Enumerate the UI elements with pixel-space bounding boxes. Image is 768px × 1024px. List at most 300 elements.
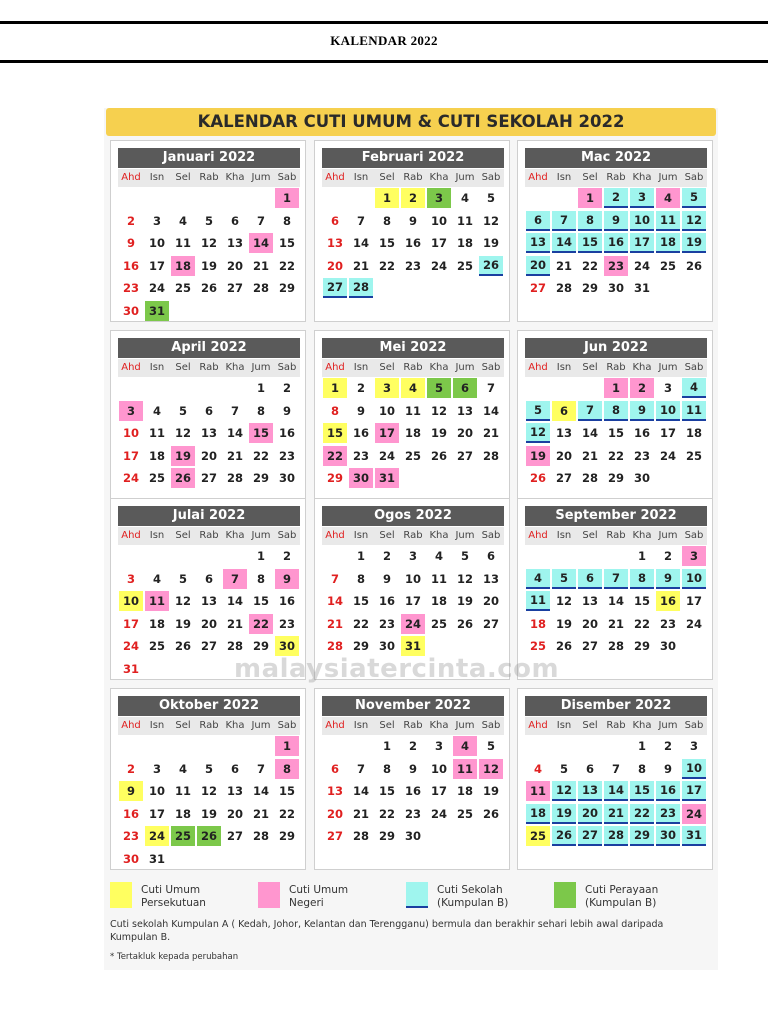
day-cell: 18 bbox=[174, 806, 191, 821]
weekday-label: Sel bbox=[170, 359, 196, 377]
weekday-label: Sab bbox=[681, 527, 707, 545]
day-cell: 8 bbox=[330, 403, 339, 418]
day-cell: 13 bbox=[326, 784, 343, 798]
day-cell: 12 bbox=[526, 423, 550, 443]
day-cell: 21 bbox=[326, 616, 343, 631]
legend-label-school: Cuti Sekolah (Kumpulan B) bbox=[437, 884, 509, 909]
day-cell: 21 bbox=[252, 258, 269, 273]
day-cell: 4 bbox=[152, 571, 161, 586]
weekday-label: Isn bbox=[144, 527, 170, 545]
day-cell: 10 bbox=[148, 236, 165, 250]
day-cell: 23 bbox=[404, 806, 421, 821]
day-cell: 21 bbox=[607, 616, 624, 631]
day-cell: 17 bbox=[148, 258, 165, 273]
day-cell: 23 bbox=[278, 448, 295, 463]
day-cell: 22 bbox=[633, 616, 650, 631]
day-cell: 3 bbox=[408, 549, 417, 563]
month-header: Julai 2022 bbox=[118, 506, 300, 526]
day-cell: 8 bbox=[256, 571, 265, 586]
day-cell: 21 bbox=[226, 616, 243, 631]
day-cell: 1 bbox=[275, 736, 299, 756]
day-cell: 3 bbox=[152, 213, 161, 228]
day-cell: 7 bbox=[578, 401, 602, 421]
weekday-label: Sel bbox=[577, 169, 603, 187]
weekday-label: Ahd bbox=[322, 169, 348, 187]
weekday-label: Kha bbox=[629, 359, 655, 377]
day-cell: 1 bbox=[275, 188, 299, 208]
day-cell: 19 bbox=[174, 616, 191, 631]
day-cell: 8 bbox=[282, 213, 291, 228]
weekday-label: Rab bbox=[603, 169, 629, 187]
month-panel bbox=[110, 498, 306, 680]
day-cell: 28 bbox=[326, 639, 343, 653]
day-cell: 15 bbox=[278, 236, 295, 250]
day-cell: 16 bbox=[378, 594, 395, 608]
day-cell: 18 bbox=[685, 426, 702, 440]
day-cell: 9 bbox=[282, 403, 291, 418]
day-cell: 4 bbox=[533, 761, 542, 776]
day-cell: 18 bbox=[148, 448, 165, 463]
day-cell: 22 bbox=[630, 804, 654, 824]
day-cell: 9 bbox=[275, 569, 299, 589]
day-cell: 18 bbox=[529, 616, 546, 631]
day-cell: 28 bbox=[226, 471, 243, 485]
day-cell: 25 bbox=[174, 281, 191, 295]
day-cell: 20 bbox=[482, 594, 499, 608]
day-cell: 31 bbox=[633, 281, 650, 295]
day-cell: 20 bbox=[526, 256, 550, 276]
month-header: Disember 2022 bbox=[525, 696, 707, 716]
day-cell: 27 bbox=[581, 639, 598, 653]
day-cell: 1 bbox=[382, 739, 391, 753]
day-cell: 27 bbox=[323, 278, 347, 298]
day-cell: 23 bbox=[278, 616, 295, 631]
day-cell: 15 bbox=[249, 423, 273, 443]
day-cell: 14 bbox=[352, 236, 369, 250]
day-cell: 16 bbox=[352, 426, 369, 440]
day-cell: 4 bbox=[434, 549, 443, 563]
day-cell: 9 bbox=[656, 569, 680, 589]
weekday-label: Rab bbox=[400, 359, 426, 377]
weekday-label: Ahd bbox=[118, 169, 144, 187]
day-cell: 12 bbox=[430, 403, 447, 418]
weekday-label: Jum bbox=[248, 527, 274, 545]
day-cell: 26 bbox=[685, 258, 702, 273]
day-cell: 9 bbox=[663, 761, 672, 776]
month-panel bbox=[517, 140, 713, 322]
day-cell: 25 bbox=[148, 471, 165, 485]
day-cell: 12 bbox=[682, 211, 706, 231]
weekday-label: Jum bbox=[452, 169, 478, 187]
day-cell: 26 bbox=[529, 471, 546, 485]
day-cell: 2 bbox=[126, 761, 135, 776]
month-panel bbox=[517, 330, 713, 512]
day-cell: 2 bbox=[356, 381, 365, 395]
day-cell: 10 bbox=[682, 569, 706, 589]
weekday-label: Kha bbox=[629, 169, 655, 187]
day-cell: 8 bbox=[604, 401, 628, 421]
day-cell: 22 bbox=[352, 616, 369, 631]
weekday-label: Sel bbox=[577, 717, 603, 735]
day-cell: 16 bbox=[278, 594, 295, 608]
day-cell: 8 bbox=[382, 213, 391, 228]
day-cell: 26 bbox=[555, 639, 572, 653]
legend-swatch-festive bbox=[554, 882, 576, 908]
day-cell: 14 bbox=[607, 594, 624, 608]
day-cell: 4 bbox=[656, 188, 680, 208]
weekday-label: Sab bbox=[681, 169, 707, 187]
day-cell: 17 bbox=[685, 594, 702, 608]
day-cell: 27 bbox=[226, 829, 243, 843]
day-cell: 2 bbox=[408, 739, 417, 753]
disclaimer-note: * Tertakluk kepada perubahan bbox=[110, 952, 239, 962]
weekday-label: Sel bbox=[170, 527, 196, 545]
day-cell: 5 bbox=[178, 571, 187, 586]
day-cell: 9 bbox=[630, 401, 654, 421]
day-cell: 28 bbox=[352, 829, 369, 843]
day-cell: 25 bbox=[685, 448, 702, 463]
day-cell: 12 bbox=[174, 594, 191, 608]
day-cell: 12 bbox=[482, 213, 499, 228]
day-cell: 25 bbox=[148, 639, 165, 653]
weekday-label: Rab bbox=[196, 169, 222, 187]
day-cell: 11 bbox=[656, 211, 680, 231]
day-cell: 8 bbox=[637, 761, 646, 776]
day-cell: 6 bbox=[330, 761, 339, 776]
month-header: Januari 2022 bbox=[118, 148, 300, 168]
day-cell: 9 bbox=[604, 211, 628, 231]
day-cell: 24 bbox=[378, 448, 395, 463]
weekday-label: Jum bbox=[655, 359, 681, 377]
weekday-label: Sab bbox=[478, 169, 504, 187]
month-header: Februari 2022 bbox=[322, 148, 504, 168]
day-cell: 2 bbox=[282, 381, 291, 395]
day-cell: 13 bbox=[581, 594, 598, 608]
weekday-label: Ahd bbox=[118, 717, 144, 735]
day-cell: 14 bbox=[249, 233, 273, 253]
day-cell: 18 bbox=[456, 784, 473, 798]
weekday-label: Rab bbox=[400, 527, 426, 545]
day-cell: 5 bbox=[559, 761, 568, 776]
weekday-label: Ahd bbox=[118, 527, 144, 545]
legend-label-state: Cuti Umum Negeri bbox=[289, 884, 349, 909]
day-cell: 29 bbox=[378, 829, 395, 843]
month-header: November 2022 bbox=[322, 696, 504, 716]
weekday-label: Rab bbox=[400, 169, 426, 187]
day-cell: 13 bbox=[200, 594, 217, 608]
day-cell: 19 bbox=[552, 804, 576, 824]
weekday-label: Jum bbox=[248, 169, 274, 187]
day-cell: 11 bbox=[145, 591, 169, 611]
weekday-label: Sab bbox=[478, 359, 504, 377]
day-cell: 17 bbox=[682, 781, 706, 801]
day-cell: 13 bbox=[456, 403, 473, 418]
day-cell: 27 bbox=[200, 639, 217, 653]
day-cell: 7 bbox=[256, 213, 265, 228]
day-cell: 30 bbox=[633, 471, 650, 485]
day-cell: 19 bbox=[526, 446, 550, 466]
weekday-label: Sab bbox=[681, 359, 707, 377]
day-cell: 8 bbox=[356, 571, 365, 586]
day-cell: 21 bbox=[604, 804, 628, 824]
day-cell: 14 bbox=[482, 403, 499, 418]
day-cell: 30 bbox=[275, 636, 299, 656]
day-cell: 10 bbox=[404, 571, 421, 586]
day-cell: 23 bbox=[122, 281, 139, 295]
day-cell: 17 bbox=[659, 426, 676, 440]
day-cell: 18 bbox=[526, 804, 550, 824]
day-cell: 16 bbox=[404, 236, 421, 250]
month-panel bbox=[110, 330, 306, 512]
day-cell: 18 bbox=[430, 594, 447, 608]
day-cell: 15 bbox=[378, 236, 395, 250]
day-cell: 24 bbox=[659, 448, 676, 463]
day-cell: 15 bbox=[378, 784, 395, 798]
day-cell: 29 bbox=[607, 471, 624, 485]
day-cell: 9 bbox=[126, 236, 135, 250]
day-cell: 17 bbox=[122, 616, 139, 631]
day-cell: 11 bbox=[148, 426, 165, 440]
day-cell: 26 bbox=[430, 448, 447, 463]
day-cell: 12 bbox=[555, 594, 572, 608]
day-cell: 13 bbox=[526, 233, 550, 253]
day-cell: 20 bbox=[326, 258, 343, 273]
day-cell: 11 bbox=[174, 784, 191, 798]
weekday-label: Ahd bbox=[525, 359, 551, 377]
day-cell: 7 bbox=[223, 569, 247, 589]
day-cell: 28 bbox=[252, 281, 269, 295]
day-cell: 16 bbox=[122, 258, 139, 273]
day-cell: 15 bbox=[352, 594, 369, 608]
day-cell: 27 bbox=[555, 471, 572, 485]
month-header: Jun 2022 bbox=[525, 338, 707, 358]
day-cell: 8 bbox=[382, 761, 391, 776]
day-cell: 21 bbox=[252, 806, 269, 821]
day-cell: 30 bbox=[122, 303, 139, 318]
day-cell: 31 bbox=[148, 851, 165, 866]
day-cell: 7 bbox=[356, 761, 365, 776]
day-cell: 8 bbox=[630, 569, 654, 589]
weekday-label: Isn bbox=[348, 359, 374, 377]
school-group-note: Cuti sekolah Kumpulan A ( Kedah, Johor, Kelantan dan Terengganu) bermula dan berakhir sehari lebih awal daripada Kumpulan B. bbox=[110, 919, 664, 943]
day-cell: 19 bbox=[200, 258, 217, 273]
day-cell: 29 bbox=[278, 829, 295, 843]
day-cell: 20 bbox=[578, 804, 602, 824]
day-cell: 1 bbox=[375, 188, 399, 208]
day-cell: 5 bbox=[526, 401, 550, 421]
day-cell: 16 bbox=[633, 426, 650, 440]
month-header: April 2022 bbox=[118, 338, 300, 358]
day-cell: 26 bbox=[197, 826, 221, 846]
weekday-label: Sab bbox=[681, 717, 707, 735]
day-cell: 21 bbox=[352, 258, 369, 273]
day-cell: 19 bbox=[456, 594, 473, 608]
day-cell: 1 bbox=[256, 381, 265, 395]
legend-swatch-federal bbox=[110, 882, 132, 908]
day-cell: 19 bbox=[482, 784, 499, 798]
day-cell: 26 bbox=[479, 256, 503, 276]
weekday-label: Rab bbox=[196, 359, 222, 377]
day-cell: 25 bbox=[529, 639, 546, 653]
weekday-label: Isn bbox=[348, 717, 374, 735]
weekday-label: Sel bbox=[374, 717, 400, 735]
month-header: Mac 2022 bbox=[525, 148, 707, 168]
weekday-label: Isn bbox=[144, 717, 170, 735]
day-cell: 28 bbox=[226, 639, 243, 653]
month-panel bbox=[110, 140, 306, 322]
day-cell: 11 bbox=[682, 401, 706, 421]
day-cell: 28 bbox=[349, 278, 373, 298]
day-cell: 23 bbox=[378, 616, 395, 631]
day-cell: 3 bbox=[427, 188, 451, 208]
day-cell: 20 bbox=[226, 258, 243, 273]
day-cell: 12 bbox=[456, 571, 473, 586]
day-cell: 29 bbox=[252, 471, 269, 485]
day-cell: 22 bbox=[249, 614, 273, 634]
day-cell: 9 bbox=[408, 761, 417, 776]
weekday-label: Kha bbox=[222, 527, 248, 545]
month-panel bbox=[314, 140, 510, 322]
day-cell: 11 bbox=[404, 403, 421, 418]
day-cell: 12 bbox=[200, 784, 217, 798]
day-cell: 7 bbox=[486, 381, 495, 395]
weekday-label: Isn bbox=[348, 169, 374, 187]
day-cell: 3 bbox=[630, 188, 654, 208]
top-rule bbox=[0, 21, 768, 24]
day-cell: 3 bbox=[126, 571, 135, 586]
day-cell: 12 bbox=[552, 781, 576, 801]
day-cell: 10 bbox=[630, 211, 654, 231]
day-cell: 13 bbox=[326, 236, 343, 250]
day-cell: 16 bbox=[278, 426, 295, 440]
day-cell: 24 bbox=[682, 804, 706, 824]
day-cell: 19 bbox=[430, 426, 447, 440]
month-panel bbox=[314, 498, 510, 680]
weekday-label: Sab bbox=[274, 169, 300, 187]
bottom-rule bbox=[0, 60, 768, 63]
legend-swatch-school bbox=[406, 882, 428, 908]
day-cell: 10 bbox=[119, 591, 143, 611]
day-cell: 6 bbox=[585, 761, 594, 776]
day-cell: 2 bbox=[630, 378, 654, 398]
day-cell: 15 bbox=[323, 423, 347, 443]
day-cell: 13 bbox=[578, 781, 602, 801]
day-cell: 1 bbox=[637, 739, 646, 753]
day-cell: 24 bbox=[148, 281, 165, 295]
weekday-label: Rab bbox=[603, 527, 629, 545]
day-cell: 23 bbox=[352, 448, 369, 463]
day-cell: 3 bbox=[375, 378, 399, 398]
weekday-label: Kha bbox=[426, 527, 452, 545]
weekday-label: Kha bbox=[426, 359, 452, 377]
day-cell: 27 bbox=[326, 829, 343, 843]
day-cell: 6 bbox=[526, 211, 550, 231]
weekday-label: Kha bbox=[222, 717, 248, 735]
day-cell: 21 bbox=[581, 448, 598, 463]
day-cell: 25 bbox=[659, 258, 676, 273]
day-cell: 29 bbox=[326, 471, 343, 485]
day-cell: 4 bbox=[152, 403, 161, 418]
day-cell: 24 bbox=[430, 806, 447, 821]
day-cell: 27 bbox=[482, 616, 499, 631]
day-cell: 18 bbox=[656, 233, 680, 253]
day-cell: 29 bbox=[633, 639, 650, 653]
day-cell: 23 bbox=[122, 829, 139, 843]
day-cell: 1 bbox=[356, 549, 365, 563]
day-cell: 14 bbox=[352, 784, 369, 798]
day-cell: 19 bbox=[682, 233, 706, 253]
weekday-label: Kha bbox=[222, 169, 248, 187]
day-cell: 2 bbox=[663, 549, 672, 563]
day-cell: 31 bbox=[682, 826, 706, 846]
weekday-label: Rab bbox=[603, 717, 629, 735]
weekday-label: Jum bbox=[452, 527, 478, 545]
day-cell: 25 bbox=[404, 448, 421, 463]
day-cell: 28 bbox=[607, 639, 624, 653]
weekday-label: Sel bbox=[170, 717, 196, 735]
day-cell: 16 bbox=[656, 781, 680, 801]
day-cell: 15 bbox=[633, 594, 650, 608]
day-cell: 22 bbox=[378, 258, 395, 273]
day-cell: 4 bbox=[526, 569, 550, 589]
day-cell: 22 bbox=[378, 806, 395, 821]
day-cell: 28 bbox=[555, 281, 572, 295]
weekday-label: Ahd bbox=[322, 359, 348, 377]
day-cell: 2 bbox=[282, 549, 291, 563]
weekday-label: Isn bbox=[144, 169, 170, 187]
day-cell: 24 bbox=[401, 614, 425, 634]
day-cell: 11 bbox=[453, 759, 477, 779]
day-cell: 30 bbox=[122, 851, 139, 866]
day-cell: 6 bbox=[330, 213, 339, 228]
day-cell: 6 bbox=[578, 569, 602, 589]
day-cell: 19 bbox=[555, 616, 572, 631]
day-cell: 25 bbox=[526, 826, 550, 846]
day-cell: 22 bbox=[252, 448, 269, 463]
day-cell: 20 bbox=[226, 806, 243, 821]
day-cell: 5 bbox=[204, 213, 213, 228]
day-cell: 26 bbox=[171, 468, 195, 488]
day-cell: 6 bbox=[453, 378, 477, 398]
day-cell: 21 bbox=[482, 426, 499, 440]
day-cell: 2 bbox=[382, 549, 391, 563]
day-cell: 23 bbox=[633, 448, 650, 463]
day-cell: 10 bbox=[148, 784, 165, 798]
day-cell: 3 bbox=[434, 739, 443, 753]
weekday-label: Isn bbox=[551, 717, 577, 735]
day-cell: 12 bbox=[479, 759, 503, 779]
weekday-label: Ahd bbox=[525, 717, 551, 735]
day-cell: 16 bbox=[122, 806, 139, 821]
banner-title: KALENDAR CUTI UMUM & CUTI SEKOLAH 2022 bbox=[197, 112, 625, 131]
day-cell: 14 bbox=[581, 426, 598, 440]
day-cell: 1 bbox=[637, 549, 646, 563]
day-cell: 29 bbox=[278, 281, 295, 295]
day-cell: 19 bbox=[482, 236, 499, 250]
day-cell: 14 bbox=[226, 426, 243, 440]
day-cell: 20 bbox=[581, 616, 598, 631]
day-cell: 4 bbox=[460, 191, 469, 205]
day-cell: 11 bbox=[430, 571, 447, 586]
day-cell: 6 bbox=[486, 549, 495, 563]
day-cell: 2 bbox=[401, 188, 425, 208]
day-cell: 5 bbox=[486, 191, 495, 205]
day-cell: 9 bbox=[356, 403, 365, 418]
weekday-label: Sel bbox=[577, 359, 603, 377]
weekday-label: Rab bbox=[603, 359, 629, 377]
day-cell: 25 bbox=[171, 826, 195, 846]
day-cell: 1 bbox=[323, 378, 347, 398]
